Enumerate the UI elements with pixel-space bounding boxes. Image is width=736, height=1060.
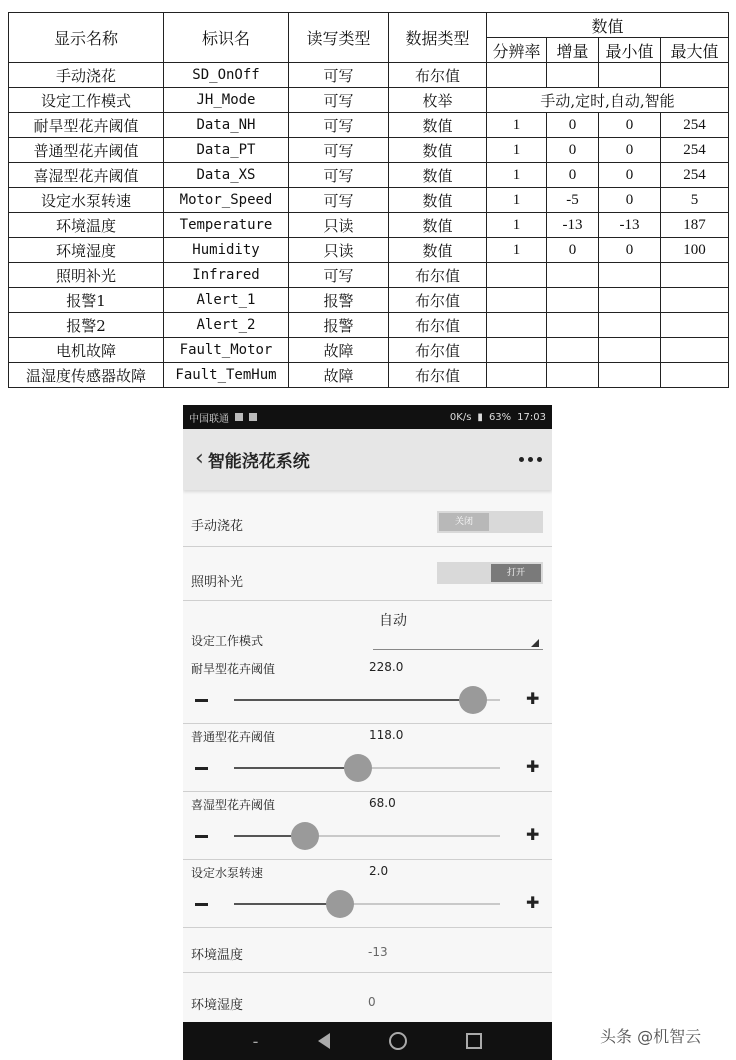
table-row [9,113,729,138]
table-row [9,263,729,288]
slider-fill [234,767,358,769]
cell-data-type: 数值 [389,238,487,263]
page-title: 智能浇花系统 [207,452,310,472]
cell-rw-type: 故障 [289,363,389,388]
cell-min [599,288,661,313]
manual-watering-label: 手动浇花 [191,519,244,534]
cell-identifier: Infrared [164,263,289,288]
temperature-value: -13 [368,945,388,959]
cell-resolution [487,313,547,338]
cell-rw-type: 可写 [289,263,389,288]
cell-increment [547,263,599,288]
cell-min: 0 [599,138,661,163]
header-display-name: 显示名称 [9,13,164,63]
slider-track[interactable] [234,835,500,837]
cell-identifier: Data_XS [164,163,289,188]
cell-data-type: 布尔值 [389,288,487,313]
cell-min: 0 [599,113,661,138]
status-bar [183,405,552,429]
slider-label: 喜湿型花卉阈值 [191,798,276,812]
decrement-button[interactable] [195,835,208,838]
table-body [9,63,729,388]
humidity-label: 环境湿度 [191,998,244,1013]
header-increment: 增量 [547,38,599,63]
slider-label: 耐旱型花卉阈值 [191,662,276,676]
cell-identifier: Fault_TemHum [164,363,289,388]
cell-identifier: Alert_1 [164,288,289,313]
cell-max: 254 [661,113,729,138]
work-mode-label: 设定工作模式 [191,634,264,648]
system-nav-bar [183,1022,552,1060]
slider-value: 68.0 [369,796,396,810]
manual-watering-row [183,490,552,544]
cell-display-name: 耐旱型花卉阈值 [9,113,164,138]
slider-row [183,794,552,860]
cell-display-name: 报警2 [9,313,164,338]
cell-display-name: 照明补光 [9,263,164,288]
slider-value: 2.0 [369,864,389,878]
cell-data-type: 数值 [389,163,487,188]
humidity-row [183,990,552,1020]
cell-max [661,313,729,338]
cell-resolution [487,263,547,288]
cell-rw-type: 只读 [289,213,389,238]
divider [183,723,552,724]
cell-display-name: 环境温度 [9,213,164,238]
nav-back-icon[interactable] [318,1033,330,1049]
cell-min [599,363,661,388]
cell-data-type: 布尔值 [389,263,487,288]
slider-fill [234,903,340,905]
slider-knob[interactable] [459,686,487,714]
spinner-underline [373,649,543,650]
cell-resolution: 1 [487,213,547,238]
cell-identifier: JH_Mode [164,88,289,113]
cell-display-name: 报警1 [9,288,164,313]
slider-knob[interactable] [344,754,372,782]
cell-resolution: 1 [487,188,547,213]
cell-identifier: Alert_2 [164,313,289,338]
cell-enum-values: 手动,定时,自动,智能 [487,88,729,113]
cell-data-type: 数值 [389,188,487,213]
nav-recent-icon[interactable] [466,1033,482,1049]
cell-resolution [487,63,547,88]
cell-min [599,63,661,88]
cell-increment [547,63,599,88]
cell-increment: 0 [547,238,599,263]
cell-identifier: Temperature [164,213,289,238]
divider [183,927,552,928]
cell-rw-type: 只读 [289,238,389,263]
switch-thumb: 打开 [491,564,541,582]
cell-min: 0 [599,238,661,263]
phone-screen [183,405,552,1060]
cell-data-type: 布尔值 [389,313,487,338]
cell-display-name: 环境湿度 [9,238,164,263]
table-row [9,88,729,113]
header-identifier: 标识名 [164,13,289,63]
slider-knob[interactable] [326,890,354,918]
divider [183,546,552,547]
cell-identifier: SD_OnOff [164,63,289,88]
battery-text: 63% [488,411,512,423]
slider-row [183,862,552,928]
cell-increment [547,363,599,388]
cell-increment: -13 [547,213,599,238]
decrement-button[interactable] [195,767,208,770]
cell-rw-type: 可写 [289,113,389,138]
time-text: 17:03 [517,411,546,423]
increment-button[interactable]: ✚ [526,689,540,708]
slider-value: 228.0 [369,660,404,674]
header-rw-type: 读写类型 [289,13,389,63]
cell-data-type: 布尔值 [389,338,487,363]
cell-display-name: 温湿度传感器故障 [9,363,164,388]
cell-resolution: 1 [487,238,547,263]
data-point-table [8,12,729,388]
nav-home-icon[interactable] [389,1032,407,1050]
carrier-text: 中国联通 [189,413,229,425]
cell-increment: 0 [547,113,599,138]
cell-min: -13 [599,213,661,238]
temperature-label: 环境温度 [191,948,244,963]
cell-identifier: Fault_Motor [164,338,289,363]
cell-max: 254 [661,138,729,163]
cell-data-type: 数值 [389,113,487,138]
cell-max [661,263,729,288]
notification-icon [249,413,257,421]
cell-increment [547,338,599,363]
cell-resolution [487,288,547,313]
table-row [9,163,729,188]
table-row [9,63,729,88]
cell-resolution: 1 [487,163,547,188]
cell-rw-type: 可写 [289,63,389,88]
slider-row [183,726,552,792]
decrement-button[interactable] [195,903,208,906]
cell-identifier: Data_NH [164,113,289,138]
cell-data-type: 数值 [389,138,487,163]
notification-icon [235,413,243,421]
back-arrow-icon[interactable]: ‹ [195,445,204,471]
cell-max [661,363,729,388]
header-resolution: 分辨率 [487,38,547,63]
cell-rw-type: 报警 [289,288,389,313]
divider [183,859,552,860]
cell-max [661,288,729,313]
decrement-button[interactable] [195,699,208,702]
cell-rw-type: 可写 [289,163,389,188]
dropdown-arrow-icon[interactable] [531,639,539,647]
cell-increment [547,313,599,338]
increment-button[interactable]: ✚ [526,893,540,912]
table-row [9,288,729,313]
table-row [9,363,729,388]
cell-rw-type: 可写 [289,88,389,113]
cell-increment: 0 [547,163,599,188]
temperature-row [183,938,552,988]
table-row [9,313,729,338]
cell-min: 0 [599,188,661,213]
table-row [9,238,729,263]
divider [183,972,552,973]
slider-row [183,658,552,724]
cell-min: 0 [599,163,661,188]
cell-display-name: 电机故障 [9,338,164,363]
header-data-type: 数据类型 [389,13,487,63]
slider-track[interactable] [234,699,500,701]
slider-knob[interactable] [291,822,319,850]
manual-watering-switch[interactable] [437,511,543,533]
cell-resolution [487,363,547,388]
switch-thumb: 关闭 [439,513,489,531]
cell-max: 254 [661,163,729,188]
cell-rw-type: 报警 [289,313,389,338]
work-mode-row [183,602,552,652]
cell-increment: -5 [547,188,599,213]
cell-resolution: 1 [487,138,547,163]
slider-label: 普通型花卉阈值 [191,730,276,744]
lighting-label: 照明补光 [191,575,244,590]
cell-max: 5 [661,188,729,213]
cell-max: 100 [661,238,729,263]
divider [183,600,552,601]
header-value: 数值 [487,13,729,38]
cell-display-name: 设定水泵转速 [9,188,164,213]
cell-rw-type: 可写 [289,188,389,213]
cell-max [661,338,729,363]
cell-display-name: 手动浇花 [9,63,164,88]
cell-display-name: 喜湿型花卉阈值 [9,163,164,188]
cell-min [599,263,661,288]
cell-rw-type: 可写 [289,138,389,163]
cell-data-type: 枚举 [389,88,487,113]
slider-fill [234,699,473,701]
increment-button[interactable]: ✚ [526,825,540,844]
lighting-row [183,548,552,600]
work-mode-select[interactable]: 自动 [379,613,407,629]
cell-data-type: 数值 [389,213,487,238]
cell-identifier: Motor_Speed [164,188,289,213]
slider-label: 设定水泵转速 [191,866,264,880]
slider-track[interactable] [234,903,500,905]
cell-identifier: Humidity [164,238,289,263]
table-row [9,213,729,238]
signal-icon: ▮ [477,411,483,423]
table-row [9,188,729,213]
cell-identifier: Data_PT [164,138,289,163]
lighting-switch[interactable] [437,562,543,584]
table-row [9,138,729,163]
cell-increment: 0 [547,138,599,163]
table-row [9,338,729,363]
slider-track[interactable] [234,767,500,769]
increment-button[interactable]: ✚ [526,757,540,776]
cell-rw-type: 故障 [289,338,389,363]
humidity-value: 0 [368,995,376,1009]
cell-max: 187 [661,213,729,238]
nav-menu-icon[interactable]: ‐ [252,1031,259,1051]
cell-increment [547,288,599,313]
cell-min [599,338,661,363]
watermark-text: 头条 @机智云 [600,1027,702,1046]
net-speed-text: 0K/s [449,411,472,423]
cell-data-type: 布尔值 [389,63,487,88]
cell-max [661,63,729,88]
cell-resolution [487,338,547,363]
divider [183,791,552,792]
more-menu-icon[interactable] [519,457,542,462]
header-max: 最大值 [661,38,729,63]
cell-resolution: 1 [487,113,547,138]
cell-data-type: 布尔值 [389,363,487,388]
cell-display-name: 设定工作模式 [9,88,164,113]
header-min: 最小值 [599,38,661,63]
app-bar [183,429,552,490]
cell-display-name: 普通型花卉阈值 [9,138,164,163]
cell-min [599,313,661,338]
slider-value: 118.0 [369,728,404,742]
